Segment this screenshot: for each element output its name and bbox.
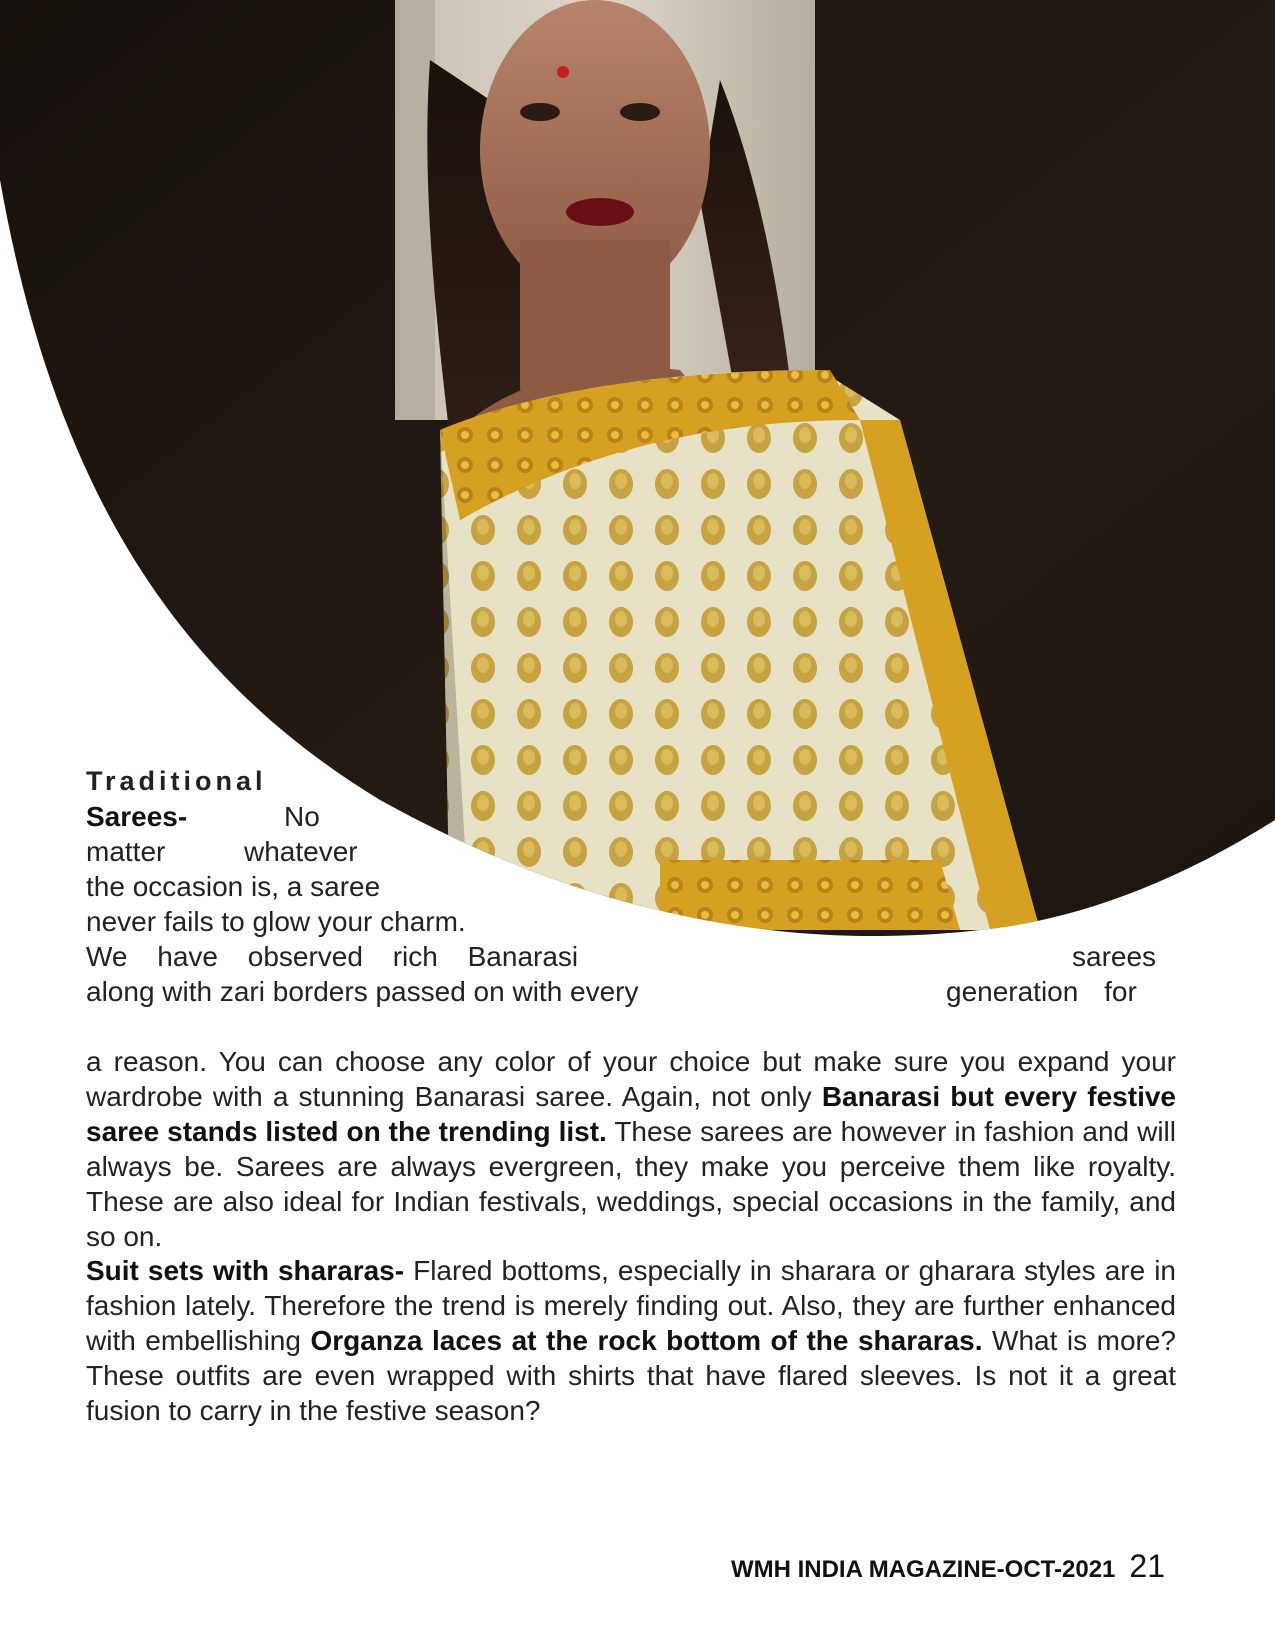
magazine-name: WMH INDIA MAGAZINE-OCT-2021 xyxy=(730,1556,1116,1583)
intro-line-1 xyxy=(86,799,361,834)
body-line-we-right: sarees xyxy=(1072,941,1157,972)
section1-body xyxy=(86,1044,1176,1254)
intro-line-2 xyxy=(86,834,358,869)
body-line-we-left: We have observed rich Banarasi xyxy=(86,941,579,972)
section2-body-bold: Organza laces at the rock bottom of the shararas. xyxy=(310,1325,983,1356)
section2-body-a: Flared bottoms, especially in sharara or gharara styles are in fashion lately. Therefore the trend is merely finding out. Also, they are further enhanced with embellishing xyxy=(86,1255,1176,1356)
page-number: 21 xyxy=(1129,1548,1165,1584)
section-heading-traditional: Traditional xyxy=(86,766,267,796)
section1-body-bold: Banarasi but every festive saree stands listed on the trending list. xyxy=(86,1081,1176,1147)
section1-body-a: a reason. You can choose any color of your choice but make sure you expand your wardrobe with a stunning Banarasi saree. Again, not only xyxy=(86,1046,1176,1112)
section2-body xyxy=(86,1253,1176,1428)
section2-body-b: What is more? These outfits are even wrapped with shirts that have flared sleeves. Is not it a great fusion to carry in the festive season? xyxy=(86,1325,1177,1426)
body-line-along-right: generation for xyxy=(946,976,1137,1007)
section1-body-b: These sarees are however in fashion and will always be. Sarees are always evergreen, they make you perceive them like royalty. These are also ideal for Indian festivals, weddings, special occasions in the family, and so on. xyxy=(86,1116,1176,1252)
section-heading-sarees: Sarees- xyxy=(86,801,188,832)
body-line-we-have xyxy=(86,939,578,974)
intro-word-whatever: whatever xyxy=(244,836,358,867)
intro-word-matter: matter xyxy=(86,836,166,867)
body-line-along-left: along with zari borders passed on with every xyxy=(86,976,639,1007)
section2-heading: Suit sets with shararas- xyxy=(86,1255,405,1286)
page-footer xyxy=(731,1548,1165,1585)
intro-word-no: No xyxy=(284,801,320,832)
intro-line-3: the occasion is, a saree xyxy=(86,871,381,902)
intro-line-4: never fails to glow your charm. xyxy=(86,906,466,937)
